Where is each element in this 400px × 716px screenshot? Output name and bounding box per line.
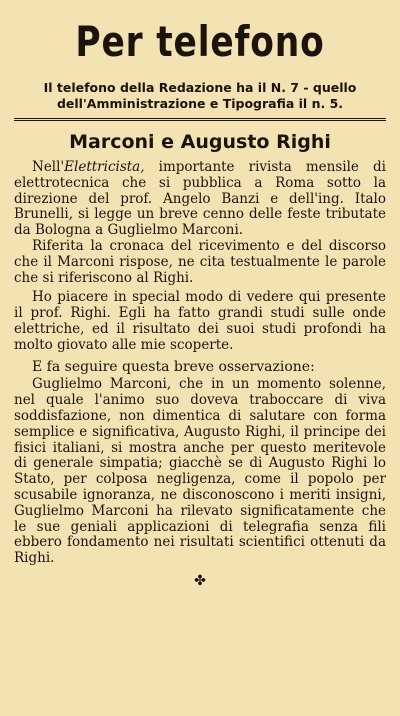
article-headline: Marconi e Augusto Righi xyxy=(69,131,331,153)
magazine-title: Elettricista, xyxy=(64,159,145,175)
article-paragraph-2: Riferita la cronaca del ricevimento e del discorso che il Marconi rispose, ne cita testualmente le parole che si riferiscono al Righi. xyxy=(14,237,386,286)
end-ornament-icon: ✤ xyxy=(194,572,206,589)
marconi-quote: Ho piacere in special modo di vedere qui presente il prof. Righi. Egli ha fatto grandi studi sulle onde elettriche, ed il risultato dei suoi studi profondi ha molto giovato alle mie scoperte. xyxy=(14,289,386,353)
paragraph-1-start: Nell' xyxy=(32,159,65,175)
article-paragraph-1 xyxy=(14,160,386,239)
masthead-title: Per telefono xyxy=(75,17,325,66)
article-body xyxy=(14,160,386,567)
observation-intro: E fa seguire questa breve osservazione: xyxy=(32,358,315,375)
observation-paragraph: Guglielmo Marconi, che in un momento solenne, nel quale l'animo suo doveva traboccare di viva soddisfazione, non dimentica di salutare con forma semplice e significativa, Augusto Righi, il principe dei fisici italiani, si mostra anche per questo meritevole di generale simpatia; giacchè se di Augusto Righi lo Stato, per colposa negligenza, come il popolo per scusabile ignoranza, ne disconoscono i meriti insigni, Guglielmo Marconi ha rilevato significatamente che le sue geniali applicazioni di telegrafia senza fili ebbero fondamento nei risultati scientifici ottenuti da Righi. xyxy=(14,376,386,567)
notice-line-2: dell'Amministrazione e Tipografia il n. 5. xyxy=(56,96,344,111)
paragraph-1-rest: importante rivista mensile di elettrotecnica che si pubblica a Roma sotto la direzione del prof. Angelo Banzi e dell'ing. Italo Brunelli, si legge un breve cenno delle feste tributate da Bologna a Guglielmo Marconi. xyxy=(14,159,386,239)
section-divider xyxy=(14,118,386,121)
notice-line-1: Il telefono della Redazione ha il N. 7 - quello xyxy=(43,80,357,95)
telephone-notice xyxy=(14,80,386,112)
